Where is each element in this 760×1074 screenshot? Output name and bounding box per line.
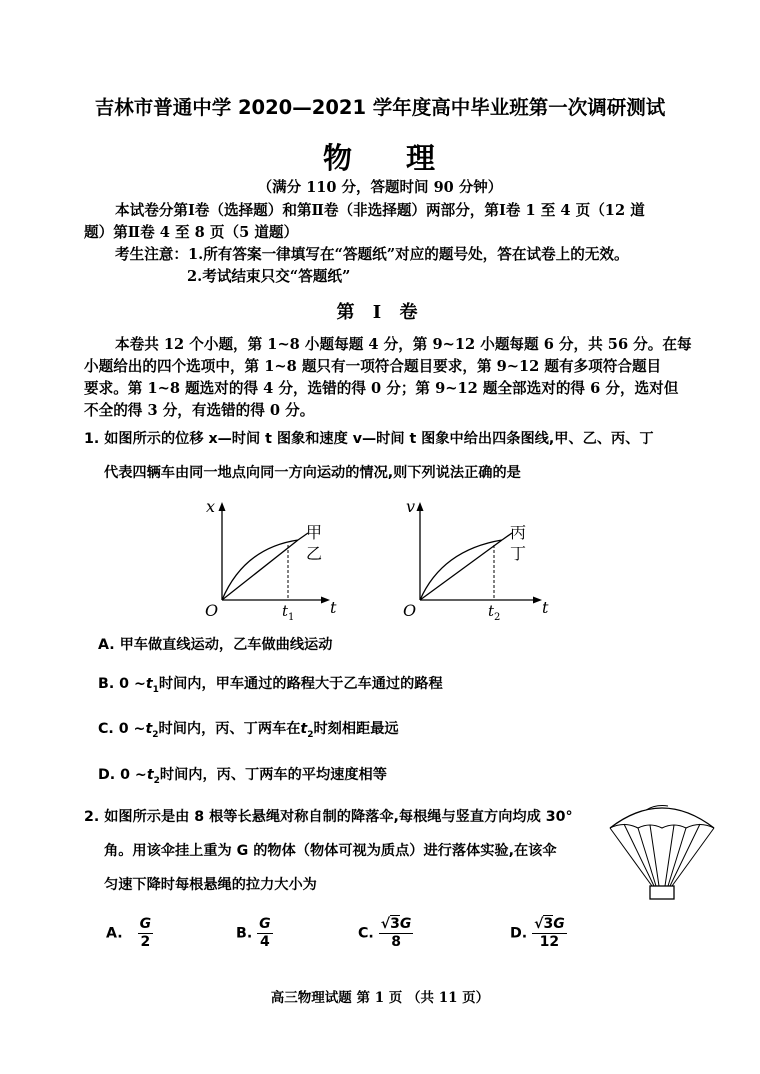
section-line-3: 要求。第 1~8 题选对的得 4 分，选错的得 0 分；第 9~12 题全部选对的得 6 分，选对但 — [84, 380, 679, 397]
intro-line-2: 题）第Ⅱ卷 4 至 8 页（5 道题） — [84, 224, 299, 241]
q1-option-b: B. 0 $\sim t_1$时间内，甲车通过的路程大于乙车通过的路程 — [98, 676, 443, 695]
subject-char-1: 物 — [322, 141, 354, 175]
attention-2: 2.考试结束只交“答题纸” — [187, 268, 351, 285]
q1-option-d: D. 0 $\sim t_2$时间内，丙、丁两车的平均速度相等 — [98, 767, 387, 786]
graph2-label-ding: 丁 — [510, 544, 527, 563]
q2-option-d: D. $\frac{√3G}{12}$ — [510, 916, 565, 950]
q1-stem-line-1: 1. 如图所示的位移 x—时间 t 图象和速度 v—时间 t 图象中给出四条图线,甲、乙、丙、丁 — [84, 431, 654, 447]
q2-option-a: A. $\frac{G}{2}$ — [106, 916, 152, 950]
q1-stem-line-2: 代表四辆车由同一地点向同一方向运动的情况,则下列说法正确的是 — [104, 465, 521, 481]
q1-option-a: A. 甲车做直线运动，乙车做曲线运动 — [98, 637, 333, 653]
graph1-origin: O — [205, 601, 219, 620]
parachute-rope — [650, 825, 659, 886]
subject-char-2: 理 — [406, 141, 438, 175]
q1-graph-xt — [198, 494, 358, 624]
graph1-label-yi: 乙 — [306, 544, 323, 563]
parachute-rope — [670, 824, 700, 886]
q2-option-b: B. $\frac{G}{4}$ — [236, 916, 271, 950]
graph1-y-arrow — [219, 502, 226, 511]
graph2-line-bing — [420, 540, 502, 600]
q1-graph-vt — [396, 494, 560, 624]
q2-option-c: C. $\frac{√3G}{8}$ — [358, 916, 412, 950]
graph2-x-label: t — [542, 598, 549, 617]
graph1-x-arrow — [321, 597, 330, 604]
q2-stem-line-2: 角。用该伞挂上重为 G 的物体（物体可视为质点）进行落体实验,在该伞 — [104, 843, 557, 859]
graph2-origin: O — [403, 601, 417, 620]
parachute-payload — [650, 886, 674, 899]
section-line-1: 本卷共 12 个小题，第 1~8 小题每题 4 分，第 9~12 小题每题 6 分，共 56 分。在每 — [115, 336, 692, 353]
section-title: 第 Ⅰ 卷 — [336, 302, 424, 323]
score-note: （满分 110 分，答题时间 90 分钟） — [257, 179, 503, 196]
section-line-4: 不全的得 3 分，有选错的得 0 分。 — [84, 402, 315, 419]
graph1-x-label: t — [330, 598, 337, 617]
graph2-label-bing: 丙 — [510, 523, 527, 542]
parachute-rope — [672, 828, 714, 886]
parachute-rope — [668, 828, 686, 886]
intro-line-1: 本试卷分第Ⅰ卷（选择题）和第Ⅱ卷（非选择题）两部分，第Ⅰ卷 1 至 4 页（12 道 — [115, 202, 645, 219]
parachute-rope — [610, 828, 652, 886]
graph2-y-arrow — [417, 502, 424, 511]
q2-stem-line-3: 匀速下降时每根悬绳的拉力大小为 — [104, 877, 317, 893]
subject-title — [0, 136, 760, 177]
graph2-y-label: v — [406, 497, 416, 516]
parachute-rope — [624, 824, 654, 886]
graph2-x-arrow — [533, 597, 542, 604]
q2-parachute-figure — [606, 794, 718, 906]
parachute-rope — [638, 828, 656, 886]
attention-1: 考生注意：1.所有答案一律填写在“答题纸”对应的题号处，答在试卷上的无效。 — [115, 246, 629, 263]
q2-stem-line-1: 2. 如图所示是由 8 根等长悬绳对称自制的降落伞,每根绳与竖直方向均成 30° — [84, 809, 573, 825]
page-footer: 高三物理试题 第 1 页 （共 11 页） — [270, 990, 490, 1006]
graph2-tick: $t_2$ — [488, 602, 501, 623]
graph1-line-jia — [222, 540, 298, 600]
paper-title: 吉林市普通中学 2020—2021 学年度高中毕业班第一次调研测试 — [94, 96, 666, 119]
graph1-tick: $t_1$ — [282, 602, 295, 623]
graph1-label-jia: 甲 — [306, 523, 323, 542]
q1-option-c: C. 0 $\sim t_2$时间内，丙、丁两车在$t_2$时刻相距最远 — [98, 721, 399, 740]
section-line-2: 小题给出的四个选项中，第 1~8 题只有一项符合题目要求，第 9~12 题有多项符合题目 — [84, 358, 662, 375]
parachute-rope — [665, 825, 674, 886]
graph1-y-label: x — [206, 497, 216, 516]
